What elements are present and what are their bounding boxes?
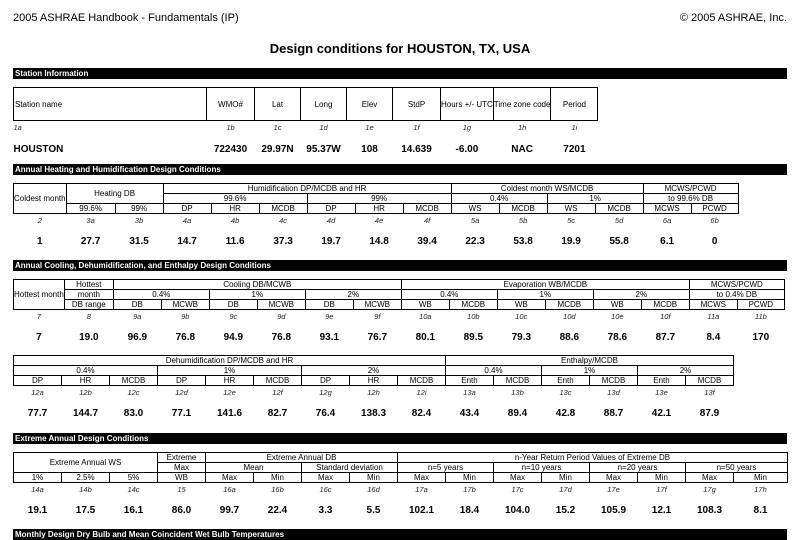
field-code: 10b — [467, 311, 480, 321]
field-code: 4b — [230, 215, 240, 225]
field-code: 16a — [223, 484, 236, 494]
cooling-value: 8.4 — [706, 332, 721, 343]
monthly-bar: Monthly Design Dry Bulb and Mean Coincident Wet Bulb Temperatures — [13, 529, 787, 540]
col-header: DB — [305, 300, 353, 310]
col-header: 99.6% — [66, 204, 115, 214]
col-header: DP — [302, 376, 350, 386]
heating-value: 14.7 — [177, 236, 197, 247]
extreme-max-wb-header: WB — [158, 473, 206, 483]
extreme-label-row — [14, 483, 788, 496]
cooling-value: 88.6 — [559, 332, 580, 343]
field-code: 9a — [133, 311, 142, 321]
pct-header: 99% — [307, 194, 451, 204]
col-header: MCWS — [689, 300, 737, 310]
field-code: 10c — [515, 311, 528, 321]
pct-header: 0.4% — [451, 194, 547, 204]
field-code: 1b — [226, 122, 235, 132]
col-header: HR — [211, 204, 259, 214]
col-header: MCDB — [259, 204, 307, 214]
pct-header: 1% — [158, 366, 302, 376]
col-header: WB — [401, 300, 449, 310]
col-header: Min — [638, 473, 686, 483]
extreme-value: 86.0 — [171, 505, 192, 516]
extreme-value: 104.0 — [504, 505, 531, 516]
cooling-value: 76.7 — [367, 332, 388, 343]
field-code: 13f — [704, 387, 715, 397]
extreme-max-wb-header: Max — [158, 463, 206, 473]
field-code: 4c — [279, 215, 288, 225]
cooling-value: 76.8 — [271, 332, 292, 343]
field-code: 13c — [559, 387, 572, 397]
field-code: 1e — [365, 122, 374, 132]
dehum-value-row — [14, 405, 734, 422]
cooling-value: 94.9 — [223, 332, 244, 343]
field-code: 10d — [563, 311, 576, 321]
col-header: DP — [158, 376, 206, 386]
dehum-value: 138.3 — [360, 408, 387, 419]
col-header: MCDB — [110, 376, 158, 386]
col-header: MCDB — [499, 204, 547, 214]
col-header: DB — [209, 300, 257, 310]
cooling-value: 78.6 — [607, 332, 628, 343]
heating-bar: Annual Heating and Humidification Design Conditions — [13, 164, 787, 175]
extreme-value: 18.4 — [459, 505, 480, 516]
heating-db-header: Heating DB — [66, 184, 163, 204]
field-code: 14a — [31, 484, 44, 494]
col-header: MCDB — [254, 376, 302, 386]
n10-header: n=10 years — [494, 463, 590, 473]
extreme-value: 102.1 — [408, 505, 435, 516]
heating-value: 37.3 — [273, 236, 293, 247]
col-header: Max — [590, 473, 638, 483]
n5-header: n=5 years — [398, 463, 494, 473]
field-code: 4a — [182, 215, 192, 225]
field-code: 1c — [273, 122, 282, 132]
dehum-value: 83.0 — [123, 408, 144, 419]
heating-value: 39.4 — [417, 236, 437, 247]
field-code: 5a — [470, 215, 480, 225]
cooling-value: 19.0 — [79, 332, 99, 343]
extreme-value: 3.3 — [318, 505, 333, 516]
col-header: Max — [686, 473, 734, 483]
mcws-header: MCWS/PCWD — [643, 184, 738, 194]
field-code: 9e — [325, 311, 334, 321]
field-code: 1a — [13, 122, 22, 132]
col-header: DP — [307, 204, 355, 214]
col-header: Min — [542, 473, 590, 483]
field-code: 11b — [754, 311, 767, 321]
col-header: Enth — [542, 376, 590, 386]
field-code: 6b — [710, 215, 719, 225]
hottest-range-header: DB range — [64, 300, 113, 310]
station-header: Time zone code — [493, 88, 551, 121]
coldest-month-header: Coldest month — [14, 184, 67, 214]
field-code: 3a — [86, 215, 95, 225]
field-code: 1g — [462, 122, 472, 132]
extreme-value: 8.1 — [753, 505, 768, 516]
dehum-value: 42.1 — [651, 408, 672, 419]
field-code: 1f — [413, 122, 420, 132]
field-code: 4d — [326, 215, 336, 225]
dehumidification-table — [13, 355, 734, 422]
field-code: 2 — [37, 215, 42, 225]
field-code: 17h — [754, 484, 767, 494]
col-header: MCWS — [643, 204, 691, 214]
extreme-bar: Extreme Annual Design Conditions — [13, 433, 787, 444]
col-header: 5% — [110, 473, 158, 483]
field-code: 7 — [36, 311, 41, 321]
mcws-sub-header: to 0.4% DB — [689, 290, 784, 300]
field-code: 17f — [656, 484, 667, 494]
extreme-value: 15.2 — [555, 505, 576, 516]
field-code: 12g — [319, 387, 332, 397]
station-header: Elev — [347, 88, 393, 121]
field-code: 5c — [567, 215, 576, 225]
col-header: Max — [206, 473, 254, 483]
col-header: DB — [113, 300, 161, 310]
hottest-month-header: Hottest month — [14, 280, 65, 310]
field-code: 13d — [607, 387, 620, 397]
col-header: MCDB — [641, 300, 689, 310]
extreme-value: 16.1 — [123, 505, 144, 516]
pct-header: 2% — [302, 366, 446, 376]
pct-header: 0.4% — [446, 366, 542, 376]
header-right: © 2005 ASHRAE, Inc. — [679, 12, 787, 24]
cooling-value: 7 — [36, 332, 42, 343]
col-header: Enth — [638, 376, 686, 386]
pct-header: 1% — [209, 290, 305, 300]
extreme-value: 22.4 — [267, 505, 288, 516]
col-header: MCDB — [590, 376, 638, 386]
station-value: -6.00 — [455, 144, 479, 155]
enthalpy-header: Enthalpy/MCDB — [446, 356, 734, 366]
field-code: 16d — [367, 484, 380, 494]
heating-table — [13, 183, 739, 250]
field-code: 14b — [79, 484, 92, 494]
station-value: 95.37W — [306, 144, 341, 155]
extreme-value-row — [14, 502, 788, 519]
dehum-value: 77.1 — [171, 408, 192, 419]
col-header: MCWB — [161, 300, 209, 310]
extreme-value: 17.5 — [75, 505, 96, 516]
extreme-value: 108.3 — [696, 505, 723, 516]
col-header: PCWD — [737, 300, 784, 310]
cooling-db-header: Cooling DB/MCWB — [113, 280, 401, 290]
heating-value: 11.6 — [225, 236, 245, 247]
station-header: Hours +/- UTC — [441, 88, 494, 121]
col-header: WS — [547, 204, 595, 214]
col-header: Min — [734, 473, 788, 483]
heating-value: 14.8 — [369, 236, 389, 247]
station-header: Long — [301, 88, 347, 121]
n50-header: n=50 years — [686, 463, 788, 473]
dehum-value: 87.9 — [699, 408, 720, 419]
extreme-value: 12.1 — [651, 505, 672, 516]
cooling-value: 76.8 — [175, 332, 196, 343]
heating-value: 6.1 — [660, 236, 675, 247]
field-code: 12e — [223, 387, 236, 397]
col-header: MCDB — [686, 376, 734, 386]
dehum-value: 43.4 — [459, 408, 480, 419]
field-code: 16b — [271, 484, 284, 494]
field-code: 13b — [511, 387, 524, 397]
cooling-bar: Annual Cooling, Dehumidification, and Enthalpy Design Conditions — [13, 260, 787, 271]
field-code: 10f — [660, 311, 671, 321]
heating-value: 53.8 — [513, 236, 533, 247]
extreme-ws-header: Extreme Annual WS — [14, 453, 158, 473]
field-code: 9c — [229, 311, 238, 321]
extreme-value: 19.1 — [27, 505, 48, 516]
field-code: 12d — [175, 387, 188, 397]
station-value-row — [14, 141, 598, 158]
col-header: HR — [62, 376, 110, 386]
station-label-row — [14, 121, 598, 134]
field-code: 16c — [319, 484, 332, 494]
field-code: 10a — [419, 311, 432, 321]
extreme-value: 105.9 — [600, 505, 627, 516]
heating-value: 22.3 — [465, 236, 485, 247]
cooling-label-row — [14, 310, 785, 323]
station-value: 14.639 — [401, 144, 432, 155]
col-header: WB — [593, 300, 641, 310]
pct-header: 2% — [593, 290, 689, 300]
pct-header: 0.4% — [14, 366, 158, 376]
pct-header: 0.4% — [401, 290, 497, 300]
station-header: StdP — [393, 88, 441, 121]
dehum-value: 141.6 — [216, 408, 243, 419]
field-code: 8 — [86, 311, 91, 321]
sd-header: Standard deviation — [302, 463, 398, 473]
heating-value-row — [14, 233, 739, 250]
station-header: WMO# — [207, 88, 255, 121]
pct-header: 1% — [542, 366, 638, 376]
evaporation-header: Evaporation WB/MCDB — [401, 280, 689, 290]
field-code: 17d — [559, 484, 572, 494]
col-header: MCDB — [403, 204, 451, 214]
humidification-header: Humidification DP/MCDB and HR — [163, 184, 451, 194]
dehumidification-header: Dehumidification DP/MCDB and HR — [14, 356, 446, 366]
pct-header: 2% — [305, 290, 401, 300]
dehum-value: 89.4 — [507, 408, 528, 419]
nyear-header: n-Year Return Period Values of Extreme DB — [398, 453, 788, 463]
col-header: Min — [254, 473, 302, 483]
field-code: 12h — [367, 387, 380, 397]
station-value: HOUSTON — [13, 144, 64, 155]
field-code: 9f — [374, 311, 381, 321]
col-header: MCDB — [545, 300, 593, 310]
station-header-row — [14, 88, 598, 121]
col-header: HR — [355, 204, 403, 214]
station-header: Station name — [14, 88, 207, 121]
heating-value: 19.7 — [321, 236, 341, 247]
cooling-value: 79.3 — [511, 332, 532, 343]
field-code: 11a — [707, 311, 720, 321]
col-header: WB — [497, 300, 545, 310]
dehum-value: 144.7 — [72, 408, 99, 419]
cooling-value: 96.9 — [127, 332, 148, 343]
field-code: 10e — [611, 311, 624, 321]
cooling-value-row — [14, 329, 785, 346]
station-value: 7201 — [563, 144, 586, 155]
dehum-value: 82.7 — [267, 408, 288, 419]
heating-value: 55.8 — [609, 236, 629, 247]
station-info-bar: Station Information — [13, 68, 787, 79]
col-header: MCDB — [398, 376, 446, 386]
mcws-sub-header: to 99.6% DB — [643, 194, 738, 204]
mean-header: Mean — [206, 463, 302, 473]
col-header: Max — [302, 473, 350, 483]
col-header: Enth — [446, 376, 494, 386]
col-header: HR — [206, 376, 254, 386]
pct-header: 0.4% — [113, 290, 209, 300]
col-header: MCDB — [494, 376, 542, 386]
field-code: 1h — [517, 122, 527, 132]
field-code: 5d — [614, 215, 624, 225]
station-value: NAC — [511, 144, 533, 155]
header-left: 2005 ASHRAE Handbook - Fundamentals (IP) — [13, 12, 239, 24]
pct-header: 1% — [497, 290, 593, 300]
station-table — [13, 87, 598, 158]
n20-header: n=20 years — [590, 463, 686, 473]
col-header: PCWD — [691, 204, 738, 214]
col-header: HR — [350, 376, 398, 386]
dehum-label-row — [14, 386, 734, 399]
dehum-value: 42.8 — [555, 408, 576, 419]
station-header: Lat — [255, 88, 301, 121]
cooling-value: 80.1 — [415, 332, 436, 343]
pct-header: 1% — [547, 194, 643, 204]
heating-value: 27.7 — [80, 236, 101, 247]
col-header: MCDB — [449, 300, 497, 310]
field-code: 1i — [571, 122, 578, 132]
cooling-value: 93.1 — [319, 332, 340, 343]
hottest-range-header: month — [64, 290, 113, 300]
dehum-value: 82.4 — [411, 408, 432, 419]
field-code: 17g — [703, 484, 716, 494]
col-header: 1% — [14, 473, 62, 483]
dehum-value: 88.7 — [603, 408, 624, 419]
field-code: 17b — [463, 484, 476, 494]
station-value: 722430 — [213, 144, 248, 155]
heating-value: 19.9 — [561, 236, 581, 247]
heating-label-row — [14, 214, 739, 227]
station-value: 108 — [361, 144, 378, 155]
station-value: 29.97N — [261, 144, 294, 155]
extreme-value: 5.5 — [366, 505, 381, 516]
cooling-value: 89.5 — [463, 332, 484, 343]
cooling-table — [13, 279, 785, 346]
heating-value: 0 — [711, 236, 718, 247]
extreme-db-header: Extreme Annual DB — [206, 453, 398, 463]
field-code: 14c — [127, 484, 140, 494]
col-header: MCWB — [257, 300, 305, 310]
col-header: MCDB — [595, 204, 643, 214]
dehum-value: 77.7 — [27, 408, 48, 419]
col-header: DP — [14, 376, 62, 386]
field-code: 1d — [319, 122, 328, 132]
field-code: 15 — [177, 484, 186, 494]
coldest-ws-header: Coldest month WS/MCDB — [451, 184, 643, 194]
heating-value: 31.5 — [129, 236, 149, 247]
col-header: Max — [398, 473, 446, 483]
col-header: 99% — [115, 204, 163, 214]
hottest-range-header: Hottest — [64, 280, 113, 290]
station-header: Period — [551, 88, 598, 121]
col-header: DP — [163, 204, 211, 214]
field-code: 12b — [79, 387, 92, 397]
field-code: 12a — [31, 387, 44, 397]
page-title: Design conditions for HOUSTON, TX, USA — [269, 41, 531, 56]
field-code: 4e — [374, 215, 384, 225]
field-code: 13a — [463, 387, 476, 397]
field-code: 17c — [511, 484, 524, 494]
col-header: WS — [451, 204, 499, 214]
field-code: 4f — [423, 215, 431, 225]
mcws-header: MCWS/PCWD — [689, 280, 784, 290]
col-header: Min — [350, 473, 398, 483]
dehum-value: 76.4 — [315, 408, 336, 419]
field-code: 12i — [416, 387, 427, 397]
pct-header: 2% — [638, 366, 734, 376]
extreme-value: 99.7 — [219, 505, 240, 516]
field-code: 3b — [134, 215, 144, 225]
col-header: MCWB — [353, 300, 401, 310]
field-code: 5b — [518, 215, 528, 225]
field-code: 17e — [607, 484, 620, 494]
field-code: 12c — [127, 387, 140, 397]
field-code: 13e — [655, 387, 668, 397]
col-header: Min — [446, 473, 494, 483]
field-code: 17a — [415, 484, 428, 494]
extreme-max-wb-header: Extreme — [158, 453, 206, 463]
cooling-value: 170 — [752, 332, 770, 343]
col-header: 2.5% — [62, 473, 110, 483]
field-code: 9d — [277, 311, 286, 321]
extreme-table — [13, 452, 788, 519]
heating-value: 1 — [37, 236, 43, 247]
field-code: 12f — [272, 387, 283, 397]
field-code: 9b — [181, 311, 190, 321]
col-header: Max — [494, 473, 542, 483]
cooling-value: 87.7 — [655, 332, 676, 343]
field-code: 6a — [662, 215, 672, 225]
pct-header: 99.6% — [163, 194, 307, 204]
